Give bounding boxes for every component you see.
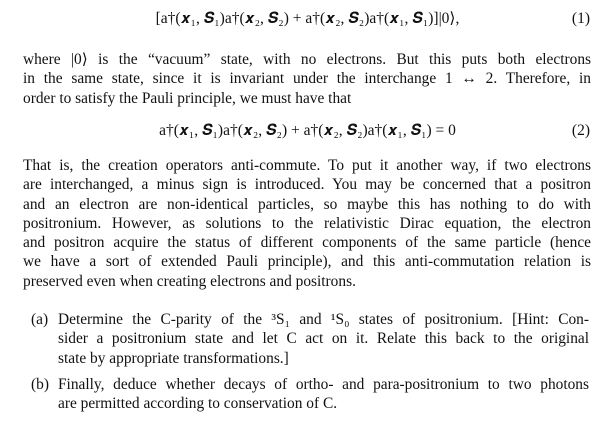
question-line: sider a positronium state and let C act on it. Relate this back to the original: [58, 330, 589, 348]
equation-1-body: [a†(𝒙₁, 𝑺₁)a†(𝒙₂, 𝑺₂) + a†(𝒙₂, 𝑺₂)a†(𝒙₁, 𝑺₁)]|0⟩,: [155, 10, 460, 27]
paragraph-line: in the same state, since it is invariant under the interchange 1 ↔ 2. Therefore, in: [23, 70, 591, 88]
question-line: are permitted according to conservation of C.: [58, 395, 338, 413]
equation-2: [0, 121, 615, 141]
equation-2-number: (2): [571, 122, 590, 139]
question-line: Determine the C-parity of the ³S₁ and ¹S₀ states of positronium. [Hint: Con-: [58, 311, 589, 328]
paragraph-vacuum-state: [23, 50, 591, 108]
question-text: [58, 310, 589, 368]
paragraph-line: preserved even when creating electrons and positrons.: [23, 272, 356, 290]
equation-2-body: a†(𝒙₁, 𝑺₁)a†(𝒙₂, 𝑺₂) + a†(𝒙₂, 𝑺₂)a†(𝒙₁, 𝑺₁) = 0: [159, 122, 456, 139]
paragraph-line: and an electron are non-identical particles, so maybe this has nothing to do with: [23, 195, 591, 213]
paragraph-line: are interchanged, a minus sign is introduced. You may be concerned that a positron: [23, 176, 591, 194]
question-label: (b): [31, 376, 49, 393]
paragraph-line: That is, the creation operators anti-commute. To put it another way, if two electrons: [23, 157, 591, 174]
equation-1-number: (1): [571, 10, 590, 27]
paragraph-line: we have a sort of extended Pauli principle), and this anti-commutation relation is: [23, 253, 591, 271]
question-label: (a): [31, 311, 49, 328]
question-line: Finally, deduce whether decays of ortho- and para-positronium to two photons: [58, 376, 589, 393]
paragraph-anticommute: [23, 156, 591, 291]
equation-1: [0, 9, 615, 29]
question-line: state by appropriate transformations.]: [58, 349, 289, 367]
paragraph-line: order to satisfy the Pauli principle, we must have that: [23, 89, 352, 107]
paragraph-line: and positron acquire the status of different components of the same particle (hence: [23, 234, 591, 252]
paragraph-line: where |0⟩ is the “vacuum” state, with no electrons. But this puts both electrons: [23, 51, 591, 68]
paragraph-line: positronium. However, as solutions to the relativistic Dirac equation, the electron: [23, 214, 591, 232]
question-text: [58, 375, 589, 414]
